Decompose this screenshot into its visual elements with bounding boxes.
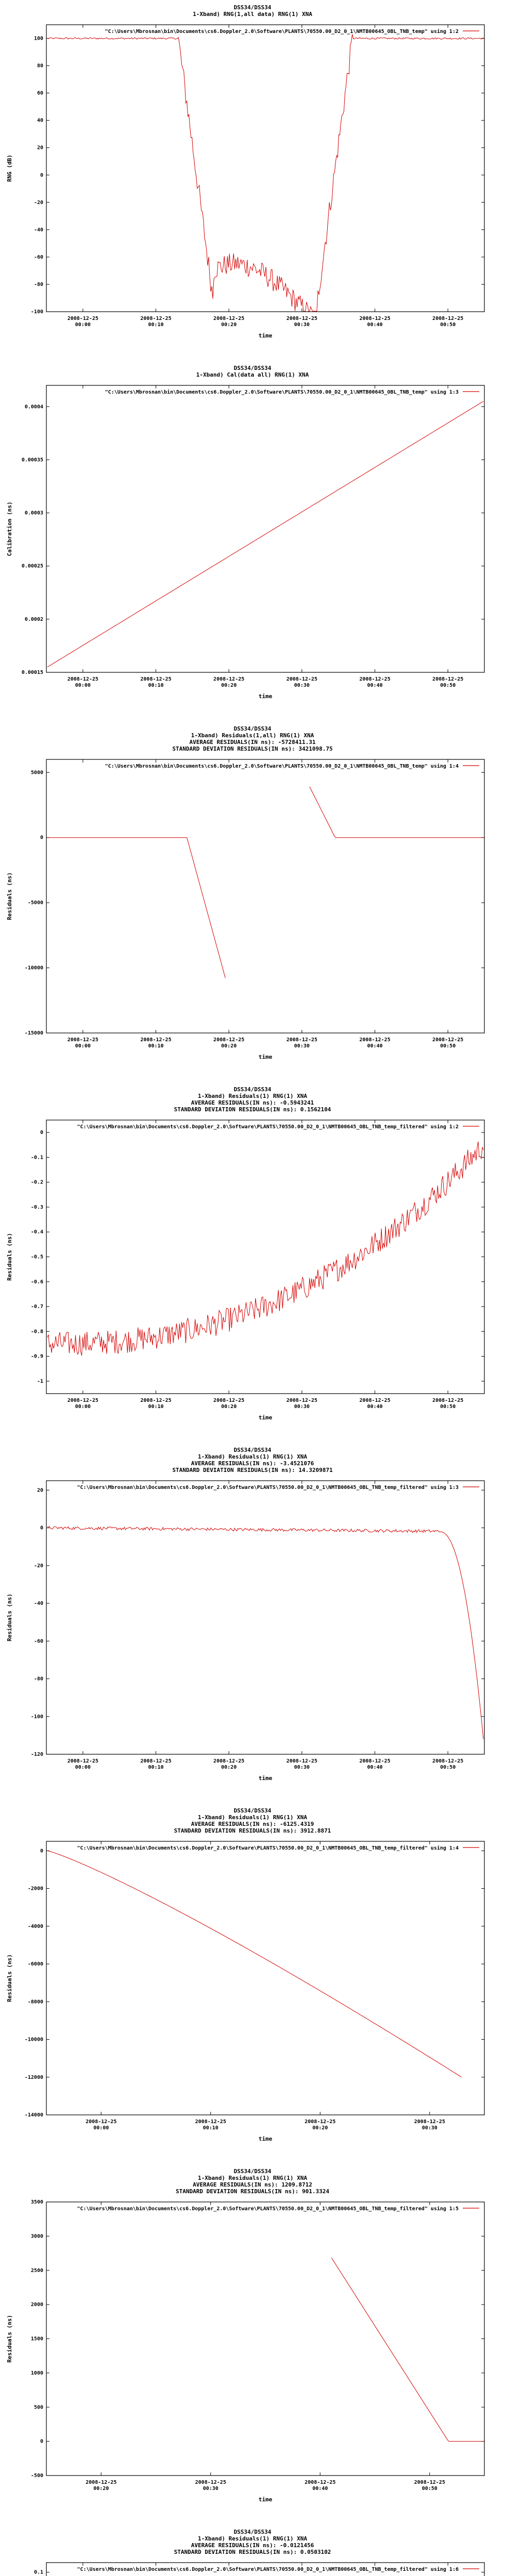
- legend-label: "C:\Users\Mbrosnan\bin\Documents\cs6.Doppler_2.0\Software\PLANTS\70550.00_D2_0_1\NMTB00645_OBL_TNB_temp" using 1:3: [105, 389, 459, 395]
- y-tick-label: 80: [37, 63, 43, 69]
- x-axis-label: time: [258, 1775, 273, 1782]
- chart-title-line: 1-Xband) Residuals(1) RNG(1) XNA: [198, 1814, 307, 1821]
- y-tick-label: -6000: [27, 1961, 43, 1968]
- y-tick-label: -20: [33, 199, 43, 206]
- chart-title-line: DSS34/DSS34: [233, 2529, 272, 2535]
- x-tick-label: 2008-12-25 00:10: [140, 1398, 172, 1410]
- y-tick-label: 0: [40, 172, 43, 178]
- x-tick-label: 2008-12-25 00:10: [140, 1758, 172, 1770]
- y-tick-label: 0.0003: [24, 510, 43, 516]
- y-tick-label: 20: [37, 1487, 43, 1494]
- chart-title-line: STANDARD DEVIATION RESIDUALS(IN ns): 0.1562104: [174, 1106, 331, 1113]
- y-tick-label: 3000: [30, 2233, 43, 2240]
- x-tick-label: 2008-12-25 00:40: [359, 316, 391, 328]
- x-tick-label: 2008-12-25 00:10: [195, 2119, 226, 2131]
- chart-title-line: STANDARD DEVIATION RESIDUALS(IN ns): 14.3209871: [172, 1467, 333, 1473]
- x-tick-label: 2008-12-25 00:20: [213, 1037, 245, 1049]
- y-tick-label: -120: [30, 1752, 43, 1757]
- series-line-data: [331, 2258, 483, 2441]
- y-tick-label: -100: [30, 1714, 43, 1720]
- y-tick-label: -40: [33, 227, 43, 233]
- y-tick-label: -60: [33, 254, 43, 260]
- y-tick-label: 100: [33, 36, 43, 42]
- chart-title-line: AVERAGE RESIDUALS(IN ns): -0.0121456: [191, 2542, 314, 2549]
- plot-frame: [46, 759, 484, 1033]
- x-tick-label: 2008-12-25 00:20: [305, 2119, 336, 2131]
- chart-title-line: 1-Xband) Residuals(1) RNG(1) XNA: [198, 2535, 307, 2542]
- plot-frame: [46, 2202, 484, 2476]
- legend-label: "C:\Users\Mbrosnan\bin\Documents\cs6.Doppler_2.0\Software\PLANTS\70550.00_D2_0_1\NMTB00645_OBL_TNB_temp_filtered" using 1:3: [77, 1485, 459, 1490]
- y-tick-label: -60: [33, 1638, 43, 1645]
- y-tick-label: 0.00015: [21, 670, 43, 675]
- series-line-data: [47, 1527, 483, 1739]
- y-tick-label: -1: [37, 1378, 43, 1384]
- chart-title-line: STANDARD DEVIATION RESIDUALS(IN ns): 0.0503102: [174, 2549, 331, 2555]
- x-axis-label: time: [258, 693, 273, 700]
- y-tick-label: -0.1: [30, 1155, 43, 1161]
- y-tick-label: 0.0002: [24, 616, 43, 622]
- y-tick-label: 500: [33, 2404, 43, 2411]
- x-tick-label: 2008-12-25 00:40: [359, 1398, 391, 1410]
- x-tick-label: 2008-12-25 00:30: [414, 2119, 445, 2131]
- chart-title-line: DSS34/DSS34: [233, 725, 272, 732]
- y-tick-label: 0.00035: [21, 457, 43, 463]
- chart-title-line: 1-Xband) Residuals(1) RNG(1) XNA: [198, 2175, 307, 2181]
- plot-frame: [46, 1841, 484, 2115]
- y-tick-label: -12000: [24, 2074, 43, 2080]
- x-axis-label: time: [258, 1414, 273, 1421]
- plot-frame: [46, 25, 484, 312]
- x-tick-label: 2008-12-25 00:00: [67, 676, 98, 688]
- y-tick-label: 3500: [30, 2199, 43, 2205]
- y-tick-label: -14000: [24, 2112, 43, 2118]
- y-tick-label: -10000: [24, 965, 43, 971]
- chart-title-line: AVERAGE RESIDUALS(IN ns): 1209.8712: [193, 2181, 312, 2188]
- series-line-data: [47, 1851, 462, 2077]
- y-tick-label: -15000: [24, 1030, 43, 1036]
- y-tick-label: 0: [40, 1130, 43, 1136]
- x-tick-label: 2008-12-25 00:50: [432, 1037, 464, 1049]
- x-axis-label: time: [258, 1054, 273, 1060]
- y-tick-label: 60: [37, 90, 43, 96]
- chart-title-line: STANDARD DEVIATION RESIDUALS(IN ns): 3421098.75: [172, 745, 333, 752]
- x-tick-label: 2008-12-25 00:30: [195, 2480, 226, 2492]
- x-tick-label: 2008-12-25 00:40: [305, 2480, 336, 2492]
- y-tick-label: 1000: [30, 2370, 43, 2376]
- x-tick-label: 2008-12-25 00:00: [67, 1398, 98, 1410]
- x-tick-label: 2008-12-25 00:40: [359, 1037, 391, 1049]
- chart-panel-2: [6, 365, 484, 700]
- x-tick-label: 2008-12-25 00:40: [359, 1758, 391, 1770]
- x-tick-label: 2008-12-25 00:20: [213, 1398, 245, 1410]
- y-tick-label: -0.7: [30, 1304, 43, 1310]
- x-tick-label: 2008-12-25 00:10: [140, 676, 172, 688]
- x-tick-label: 2008-12-25 00:20: [86, 2480, 117, 2492]
- y-tick-label: 0: [40, 2438, 43, 2445]
- legend-label: "C:\Users\Mbrosnan\bin\Documents\cs6.Doppler_2.0\Software\PLANTS\70550.00_D2_0_1\NMTB00645_OBL_TNB_temp_filtered" using 1:5: [77, 2206, 459, 2212]
- y-tick-label: 0.1: [33, 2569, 43, 2575]
- x-tick-label: 2008-12-25 00:00: [67, 1758, 98, 1770]
- y-axis-label: Residuals (ns): [6, 1954, 13, 2002]
- plot-frame: [46, 1120, 484, 1394]
- x-tick-label: 2008-12-25 00:50: [432, 1758, 464, 1770]
- chart-panel-5: [6, 1447, 484, 1782]
- x-tick-label: 2008-12-25 00:50: [432, 1398, 464, 1410]
- y-axis-label: Residuals (ns): [6, 2315, 13, 2363]
- x-axis-label: time: [258, 2136, 273, 2142]
- chart-title-line: AVERAGE RESIDUALS(IN ns): -5728411.31: [189, 739, 316, 745]
- chart-title-line: AVERAGE RESIDUALS(IN ns): -0.5943241: [191, 1099, 314, 1106]
- y-axis-label: Calibration (ns): [6, 501, 13, 556]
- plot-frame: [46, 385, 484, 672]
- y-tick-label: -80: [33, 281, 43, 287]
- y-tick-label: -0.8: [30, 1329, 43, 1335]
- y-axis-label: Residuals (ns): [6, 1594, 13, 1641]
- x-tick-label: 2008-12-25 00:10: [140, 316, 172, 328]
- y-tick-label: 20: [37, 145, 43, 151]
- chart-title-line: DSS34/DSS34: [233, 2168, 272, 2175]
- y-tick-label: -0.5: [30, 1254, 43, 1260]
- y-tick-label: -0.2: [30, 1179, 43, 1185]
- y-axis-label: Residuals (ns): [6, 872, 13, 920]
- chart-panel-6: [6, 1807, 484, 2142]
- x-tick-label: 2008-12-25 00:20: [213, 316, 245, 328]
- x-tick-label: 2008-12-25 00:00: [67, 316, 98, 328]
- y-tick-label: -500: [30, 2473, 43, 2479]
- y-tick-label: -0.6: [30, 1279, 43, 1285]
- chart-title-line: DSS34/DSS34: [233, 1447, 272, 1453]
- chart-title-line: AVERAGE RESIDUALS(IN ns): -6125.4319: [191, 1821, 314, 1827]
- legend-label: "C:\Users\Mbrosnan\bin\Documents\cs6.Doppler_2.0\Software\PLANTS\70550.00_D2_0_1\NMTB00645_OBL_TNB_temp" using 1:2: [105, 29, 459, 35]
- y-tick-label: 5000: [30, 770, 43, 776]
- x-tick-label: 2008-12-25 00:20: [213, 1758, 245, 1770]
- y-axis-label: Residuals (ns): [6, 1233, 13, 1281]
- chart-panel-7: [6, 2168, 484, 2503]
- chart-title-line: STANDARD DEVIATION RESIDUALS(IN ns): 3912.8871: [174, 1827, 331, 1834]
- x-tick-label: 2008-12-25 00:00: [67, 1037, 98, 1049]
- x-tick-label: 2008-12-25 00:10: [140, 1037, 172, 1049]
- y-tick-label: 2500: [30, 2267, 43, 2274]
- chart-title-line: 1-Xband) Cal(data all) RNG(1) XNA: [196, 371, 309, 378]
- x-axis-label: time: [258, 2496, 273, 2503]
- x-axis-label: time: [258, 332, 273, 339]
- y-tick-label: -2000: [27, 1886, 43, 1892]
- y-tick-label: -5000: [27, 900, 43, 906]
- plot-frame: [46, 1481, 484, 1754]
- x-tick-label: 2008-12-25 00:30: [286, 1758, 317, 1770]
- x-tick-label: 2008-12-25 00:30: [286, 316, 317, 328]
- series-line-data: [47, 401, 483, 667]
- chart-panel-1: [6, 4, 484, 339]
- x-tick-label: 2008-12-25 00:50: [414, 2480, 445, 2492]
- chart-title-line: 1-Xband) Residuals(1) RNG(1) XNA: [198, 1093, 307, 1099]
- chart-title-line: 1-Xband) Residuals(1) RNG(1) XNA: [198, 1453, 307, 1460]
- legend-label: "C:\Users\Mbrosnan\bin\Documents\cs6.Doppler_2.0\Software\PLANTS\70550.00_D2_0_1\NMTB00645_OBL_TNB_temp_filtered" using 1:4: [77, 1845, 459, 1851]
- series-line-data: [47, 787, 483, 978]
- series-line-data: [47, 34, 483, 311]
- y-axis-label: RNG (dB): [6, 155, 13, 182]
- chart-panel-3: [6, 725, 484, 1060]
- y-tick-label: -100: [30, 309, 43, 315]
- y-tick-label: -10000: [24, 2037, 43, 2043]
- y-tick-label: -0.3: [30, 1204, 43, 1210]
- legend-label: "C:\Users\Mbrosnan\bin\Documents\cs6.Doppler_2.0\Software\PLANTS\70550.00_D2_0_1\NMTB00645_OBL_TNB_temp_filtered" using 1:2: [77, 1124, 459, 1130]
- x-tick-label: 2008-12-25 00:50: [432, 676, 464, 688]
- legend-label: "C:\Users\Mbrosnan\bin\Documents\cs6.Doppler_2.0\Software\PLANTS\70550.00_D2_0_1\NMTB00645_OBL_TNB_temp_filtered" using 1:6: [77, 2567, 459, 2572]
- y-tick-label: 40: [37, 117, 43, 124]
- x-tick-label: 2008-12-25 00:30: [286, 1037, 317, 1049]
- chart-panel-4: [6, 1086, 484, 1421]
- y-tick-label: 0: [40, 835, 43, 841]
- x-tick-label: 2008-12-25 00:30: [286, 676, 317, 688]
- y-tick-label: 0: [40, 1525, 43, 1531]
- y-tick-label: -8000: [27, 1999, 43, 2005]
- chart-panel-8: [6, 2529, 484, 2576]
- x-tick-label: 2008-12-25 00:20: [213, 676, 245, 688]
- y-tick-label: -0.4: [30, 1229, 43, 1235]
- chart-title-line: AVERAGE RESIDUALS(IN ns): -3.4521076: [191, 1460, 314, 1467]
- legend-label: "C:\Users\Mbrosnan\bin\Documents\cs6.Doppler_2.0\Software\PLANTS\70550.00_D2_0_1\NMTB00645_OBL_TNB_temp" using 1:4: [105, 764, 459, 769]
- chart-title-line: 1-Xband) Residuals(1,all) RNG(1) XNA: [191, 732, 314, 739]
- x-tick-label: 2008-12-25 00:30: [286, 1398, 317, 1410]
- y-tick-label: 1500: [30, 2336, 43, 2342]
- y-tick-label: -4000: [27, 1923, 43, 1929]
- chart-title-line: STANDARD DEVIATION RESIDUALS(IN ns): 901.3324: [175, 2188, 330, 2195]
- y-tick-label: -20: [33, 1563, 43, 1569]
- chart-title-line: DSS34/DSS34: [233, 1086, 272, 1093]
- x-tick-label: 2008-12-25 00:50: [432, 316, 464, 328]
- y-tick-label: 0.00025: [21, 563, 43, 569]
- x-tick-label: 2008-12-25 00:40: [359, 676, 391, 688]
- y-tick-label: 2000: [30, 2302, 43, 2308]
- y-tick-label: -40: [33, 1601, 43, 1607]
- y-tick-label: -80: [33, 1676, 43, 1682]
- x-tick-label: 2008-12-25 00:00: [86, 2119, 117, 2131]
- y-tick-label: 0: [40, 1848, 43, 1854]
- chart-title-line: DSS34/DSS34: [233, 365, 272, 371]
- chart-title-line: 1-Xband) RNG(1,all data) RNG(1) XNA: [193, 11, 312, 18]
- chart-title-line: DSS34/DSS34: [233, 4, 272, 11]
- y-tick-label: 0.0004: [24, 404, 43, 410]
- y-tick-label: -0.9: [30, 1353, 43, 1360]
- chart-title-line: DSS34/DSS34: [233, 1807, 272, 1814]
- series-line-data: [47, 1142, 483, 1355]
